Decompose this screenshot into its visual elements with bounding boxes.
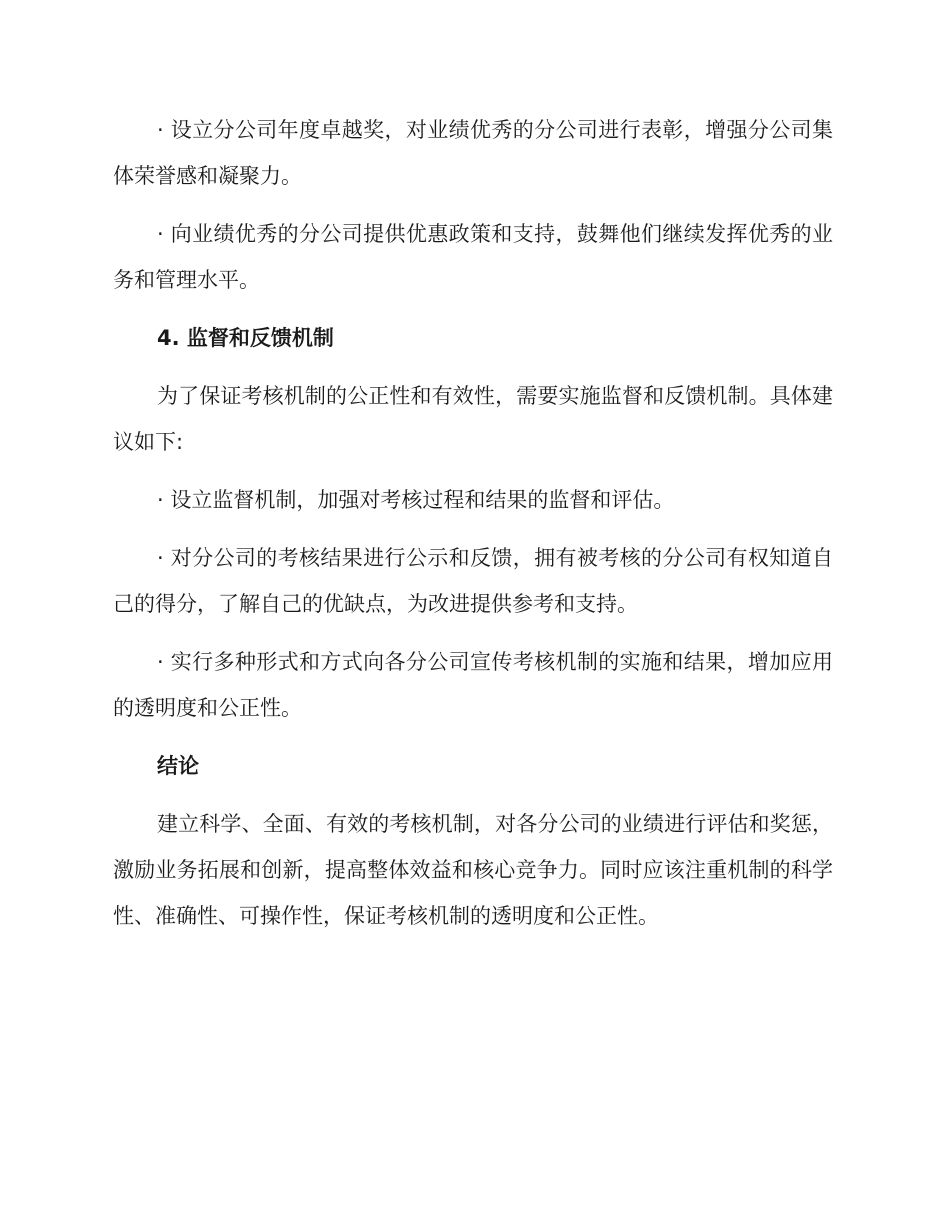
section-heading-conclusion: 结论: [157, 754, 199, 778]
section-heading-supervision: 4. 监督和反馈机制: [157, 326, 334, 350]
bullet-supervision-mechanism: · 设立监督机制，加强对考核过程和结果的监督和评估。: [157, 488, 675, 512]
bullet-publicity: · 实行多种形式和方式向各分公司宣传考核机制的实施和结果，增加应用的透明度和公正性。: [113, 650, 833, 720]
supervision-intro: 为了保证考核机制的公正性和有效性，需要实施监督和反馈机制。具体建议如下:: [113, 384, 833, 454]
bullet-result-feedback: · 对分公司的考核结果进行公示和反馈，拥有被考核的分公司有权知道自己的得分，了解自己的优缺点，为改进提供参考和支持。: [113, 546, 833, 616]
bullet-preferential-policy: · 向业绩优秀的分公司提供优惠政策和支持，鼓舞他们继续发挥优秀的业务和管理水平。: [113, 222, 833, 292]
document-body: [113, 107, 833, 951]
conclusion-paragraph: 建立科学、全面、有效的考核机制，对各分公司的业绩进行评估和奖惩，激励业务拓展和创新，提高整体效益和核心竞争力。同时应该注重机制的科学性、准确性、可操作性，保证考核机制的透明度和公正性。: [113, 812, 833, 928]
bullet-annual-award: · 设立分公司年度卓越奖，对业绩优秀的分公司进行表彰，增强分公司集体荣誉感和凝聚力。: [113, 118, 833, 188]
